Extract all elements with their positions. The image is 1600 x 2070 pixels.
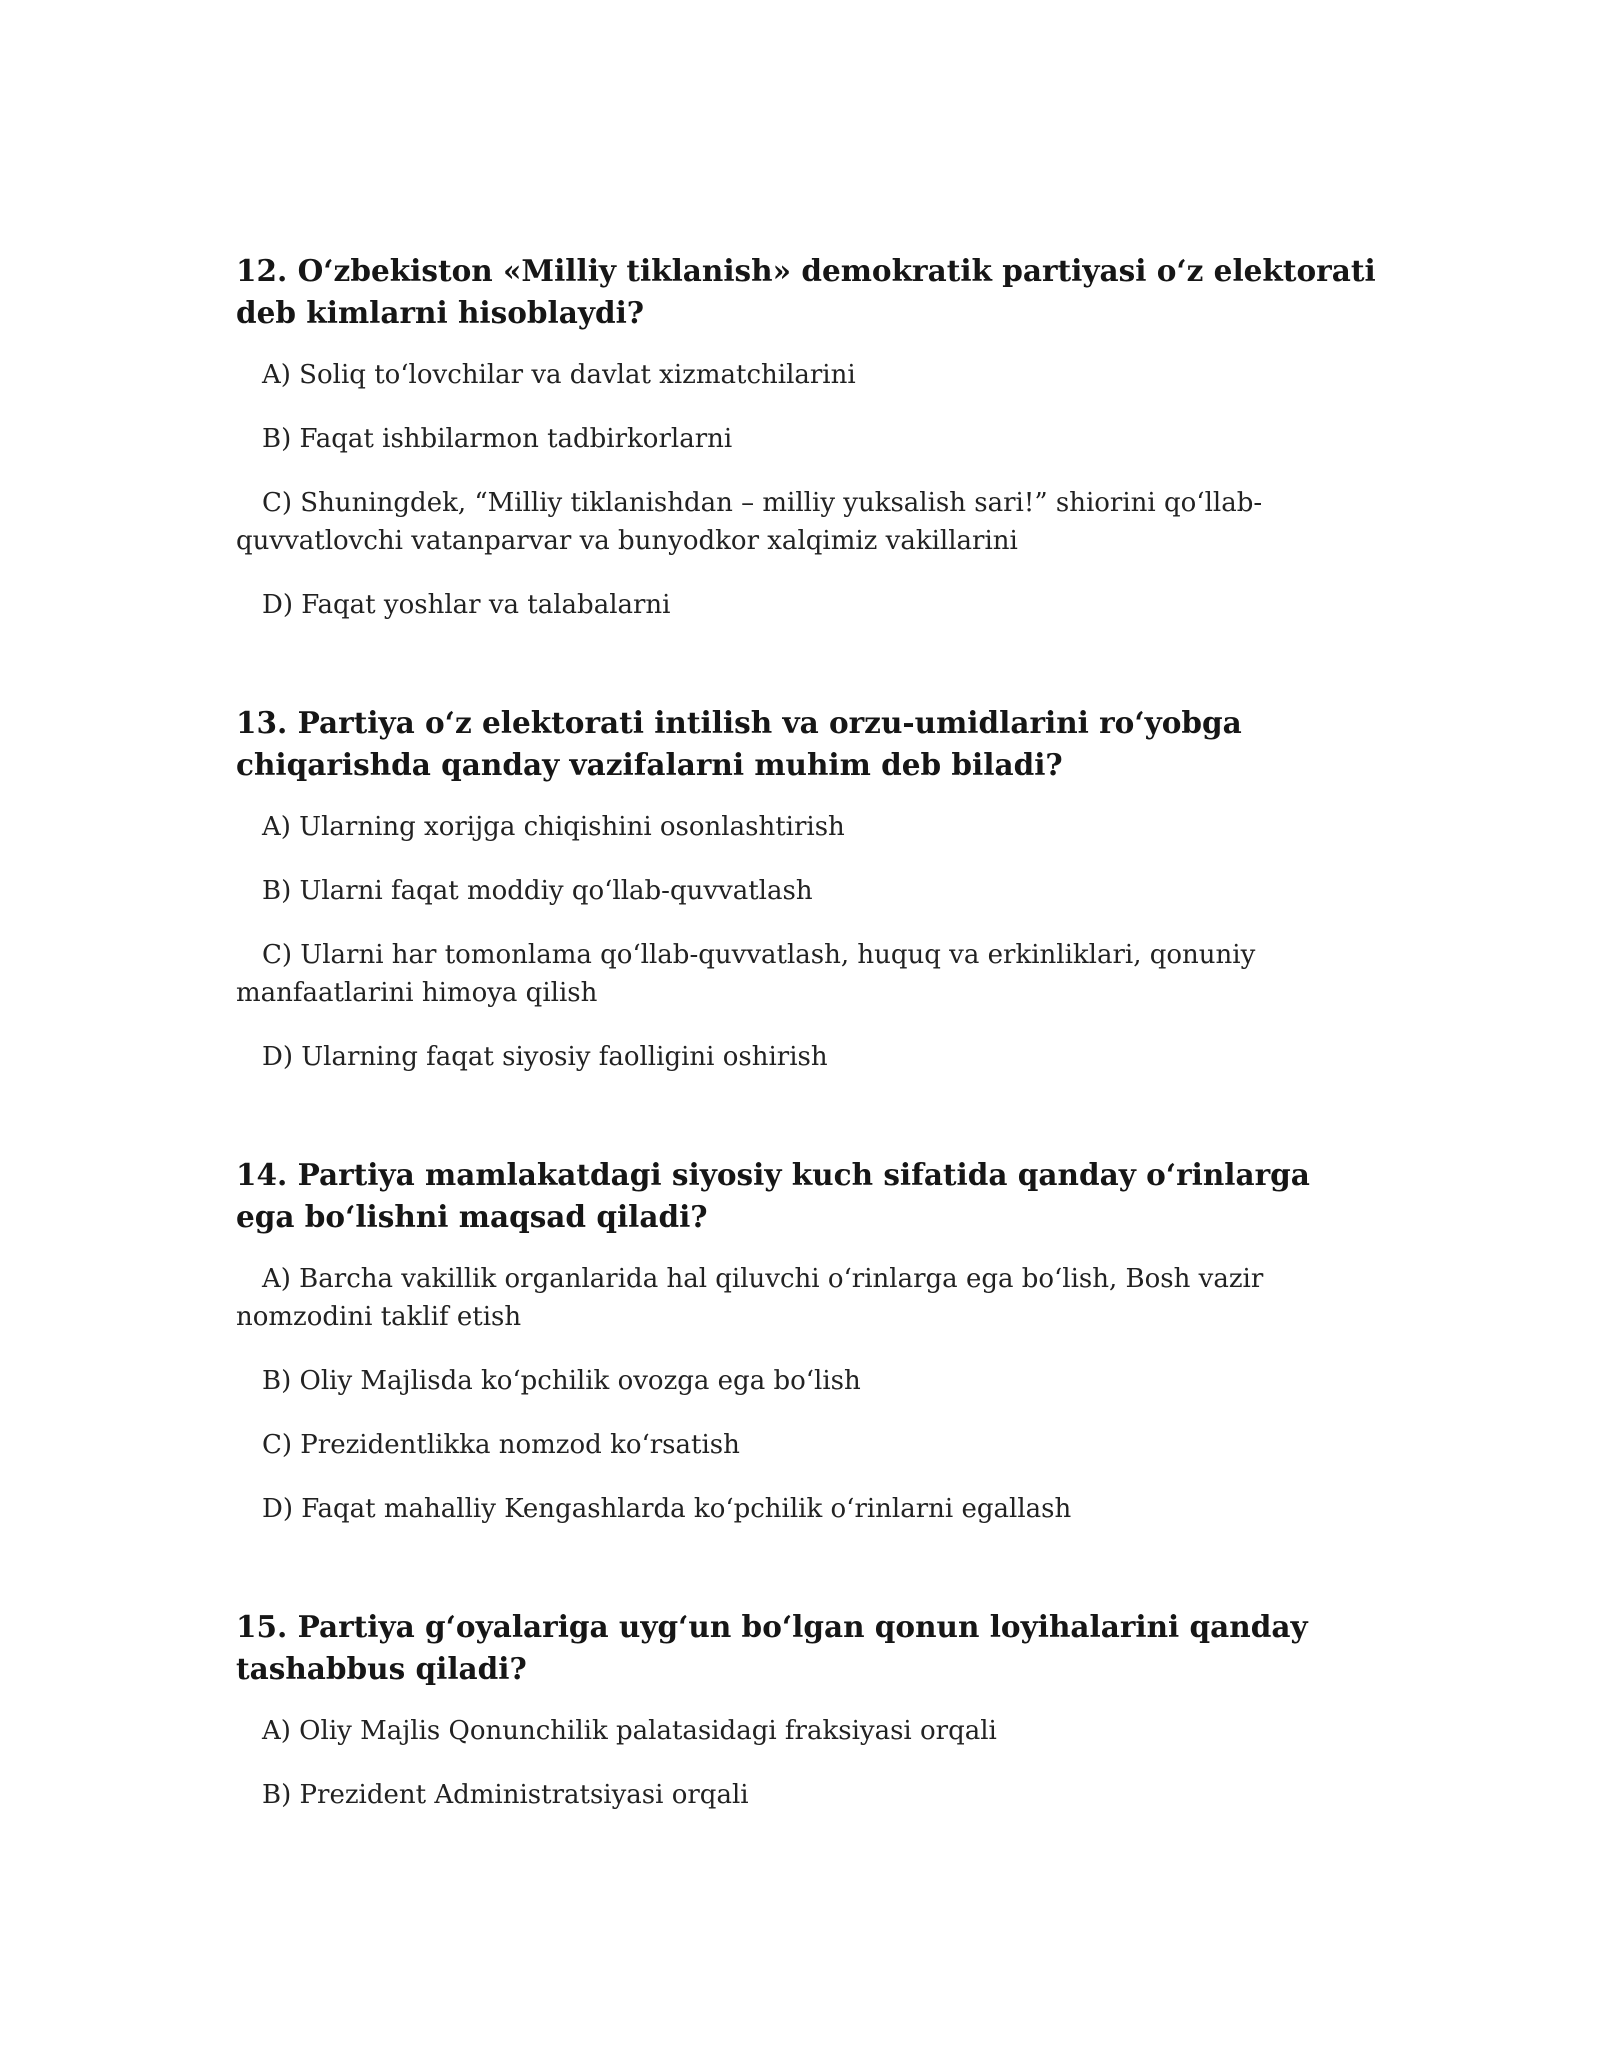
answer-option-b: B) Oliy Majlisda ko‘pchilik ovozga ega bo‘lish [262,1366,861,1396]
answer-option-b: B) Faqat ishbilarmon tadbirkorlarni [262,424,733,454]
question-title: 12. O‘zbekiston «Milliy tiklanish» demokratik partiyasi o‘z elektorati deb kimlarni hisoblaydi? [236,253,1376,330]
answer-option-a: A) Soliq to‘lovchilar va davlat xizmatchilarini [262,360,856,390]
question-14 [236,1154,1376,1528]
answer-option-b: B) Ularni faqat moddiy qo‘llab-quvvatlash [262,876,813,906]
answer-option-c: C) Shuningdek, “Milliy tiklanishdan – milliy yuksalish sari!” shiorini qo‘llab-quvvatlovchi vatanparvar va bunyodkor xalqimiz vakillarini [236,488,1263,556]
question-12 [236,250,1376,624]
question-13 [236,702,1376,1076]
question-15 [236,1606,1376,1814]
answer-option-d: D) Ularning faqat siyosiy faolligini oshirish [262,1042,828,1072]
answer-option-c: C) Prezidentlikka nomzod ko‘rsatish [262,1430,740,1460]
answer-option-d: D) Faqat yoshlar va talabalarni [262,590,671,620]
answer-option-b: B) Prezident Administratsiyasi orqali [262,1780,749,1810]
answer-option-a: A) Ularning xorijga chiqishini osonlashtirish [262,812,845,842]
question-title: 15. Partiya g‘oyalariga uyg‘un bo‘lgan qonun loyihalarini qanday tashabbus qiladi? [236,1609,1308,1686]
answer-option-d: D) Faqat mahalliy Kengashlarda ko‘pchilik o‘rinlarni egallash [262,1494,1072,1524]
answer-option-c: C) Ularni har tomonlama qo‘llab-quvvatlash, huquq va erkinliklari, qonuniy manfaatlarini himoya qilish [236,940,1256,1008]
question-title: 14. Partiya mamlakatdagi siyosiy kuch sifatida qanday o‘rinlarga ega bo‘lishni maqsad qiladi? [236,1157,1310,1234]
question-list [236,250,1376,1892]
answer-option-a: A) Oliy Majlis Qonunchilik palatasidagi fraksiyasi orqali [262,1716,997,1746]
question-title: 13. Partiya o‘z elektorati intilish va orzu-umidlarini ro‘yobga chiqarishda qanday vazifalarni muhim deb biladi? [236,705,1242,782]
answer-option-a: A) Barcha vakillik organlarida hal qiluvchi o‘rinlarga ega bo‘lish, Bosh vazir nomzodini taklif etish [236,1264,1264,1332]
